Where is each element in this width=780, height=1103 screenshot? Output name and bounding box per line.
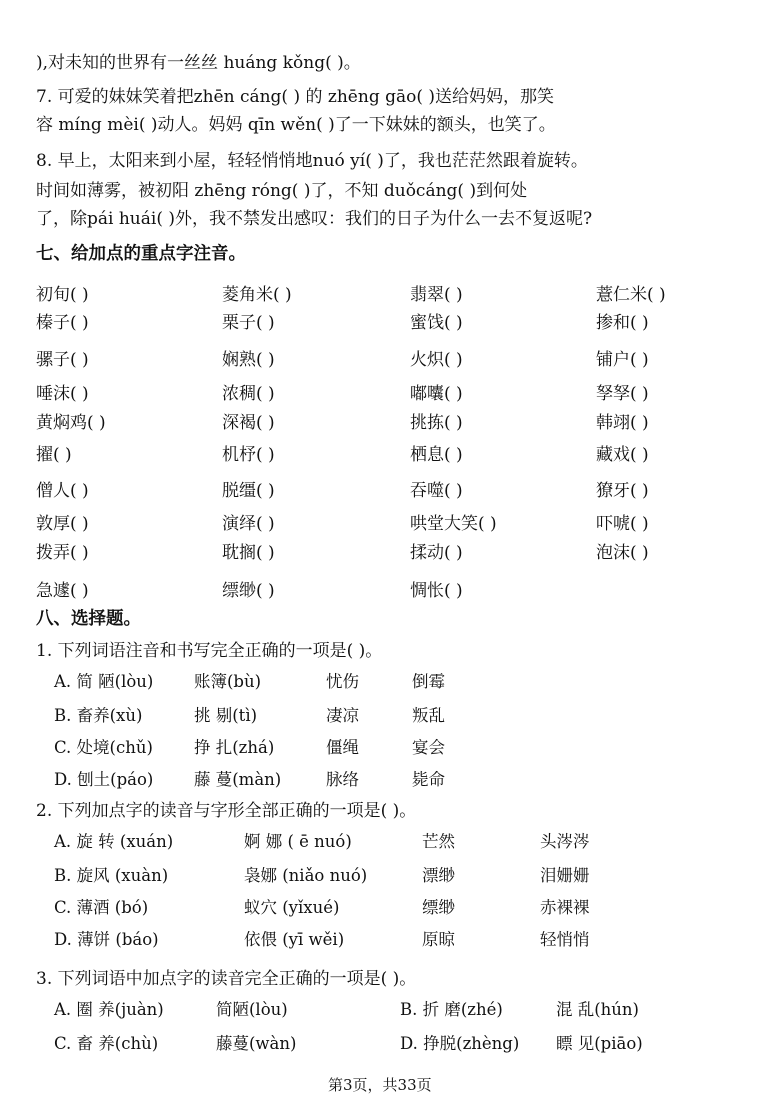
q2-option-r1-c2: 婀 娜 ( ē nuó) — [244, 832, 352, 851]
q1-option-r2-c4: 叛乱 — [412, 706, 445, 725]
pinyin-item-r5-c4: 韩翊( ) — [596, 413, 649, 433]
q3-option-r2-c3: D. 挣脱(zhèng) — [400, 1034, 520, 1053]
pinyin-item-r10-c3: 惆怅( ) — [410, 581, 463, 601]
q2-option-r2-c2: 袅娜 (niǎo nuó) — [244, 866, 368, 885]
pinyin-item-r1-c1: 初旬( ) — [36, 285, 89, 305]
q3-option-r1-c4: 混 乱(hún) — [556, 1000, 639, 1019]
q2-option-r3-c2: 蚁穴 (yǐxué) — [244, 898, 340, 917]
q1-option-r2-c1: B. 畜养(xù) — [54, 706, 143, 725]
pinyin-item-r5-c3: 挑拣( ) — [410, 413, 463, 433]
pinyin-item-r6-c1: 擢( ) — [36, 445, 72, 465]
q2-option-r2-c1: B. 旋风 (xuàn) — [54, 866, 169, 885]
q1-option-r2-c2: 挑 剔(tì) — [194, 706, 258, 725]
pinyin-item-r4-c1: 唾沫( ) — [36, 384, 89, 404]
pinyin-item-r10-c2: 缥缈( ) — [222, 581, 275, 601]
q2-option-r4-c3: 原晾 — [422, 930, 455, 949]
q3-option-r2-c2: 藤蔓(wàn) — [216, 1034, 297, 1053]
pinyin-item-r9-c4: 泡沫( ) — [596, 543, 649, 563]
pinyin-item-r2-c3: 蜜饯( ) — [410, 313, 463, 333]
q1-option-r4-c4: 毙命 — [412, 770, 445, 789]
top-line-4: 8. 早上，太阳来到小屋，轻轻悄悄地nuó yí( )了，我也茫茫然跟着旋转。 — [36, 151, 588, 171]
q3-option-r1-c1: A. 圈 养(juàn) — [54, 1000, 164, 1019]
pinyin-item-r7-c2: 脱缰( ) — [222, 481, 275, 501]
q1-option-r3-c2: 挣 扎(zhá) — [194, 738, 275, 757]
pinyin-item-r9-c1: 拨弄( ) — [36, 543, 89, 563]
q3-option-r2-c4: 瞟 见(piāo) — [556, 1034, 643, 1053]
q1-option-r4-c3: 脉络 — [326, 770, 359, 789]
pinyin-item-r8-c2: 演绎( ) — [222, 514, 275, 534]
q2-stem: 2. 下列加点字的读音与字形全部正确的一项是( )。 — [36, 801, 417, 821]
q1-option-r3-c3: 僵绳 — [326, 738, 359, 757]
pinyin-item-r1-c4: 薏仁米( ) — [596, 285, 666, 305]
q1-option-r1-c3: 忧伤 — [326, 672, 359, 691]
q2-option-r1-c4: 头涔涔 — [540, 832, 590, 851]
top-line-3: 容 míng mèi( )动人。妈妈 qīn wěn( )了一下妹妹的额头，也笑了。 — [36, 115, 556, 135]
top-line-1: ),对未知的世界有一丝丝 huáng kǒng( )。 — [36, 53, 361, 73]
pinyin-item-r9-c3: 揉动( ) — [410, 543, 463, 563]
q2-option-r2-c3: 漂缈 — [422, 866, 455, 885]
pinyin-item-r6-c2: 机杼( ) — [222, 445, 275, 465]
q2-option-r4-c1: D. 薄饼 (báo) — [54, 930, 159, 949]
pinyin-item-r3-c2: 娴熟( ) — [222, 350, 275, 370]
top-line-6: 了，除pái huái( )外，我不禁发出感叹：我们的日子为什么一去不复返呢? — [36, 209, 593, 229]
pinyin-item-r7-c4: 獠牙( ) — [596, 481, 649, 501]
q1-option-r1-c4: 倒霉 — [412, 672, 445, 691]
q2-option-r4-c2: 依偎 (yī wěi) — [244, 930, 345, 949]
q3-option-r1-c3: B. 折 磨(zhé) — [400, 1000, 503, 1019]
pinyin-item-r3-c3: 火炽( ) — [410, 350, 463, 370]
q1-option-r3-c1: C. 处境(chǔ) — [54, 738, 153, 757]
pinyin-item-r4-c2: 浓稠( ) — [222, 384, 275, 404]
pinyin-item-r6-c3: 栖息( ) — [410, 445, 463, 465]
pinyin-item-r7-c3: 吞噬( ) — [410, 481, 463, 501]
q2-option-r3-c4: 赤裸裸 — [540, 898, 590, 917]
page-footer: 第3页，共33页 — [328, 1076, 432, 1094]
pinyin-item-r6-c4: 藏戏( ) — [596, 445, 649, 465]
pinyin-item-r2-c2: 栗子( ) — [222, 313, 275, 333]
pinyin-item-r8-c1: 敦厚( ) — [36, 514, 89, 534]
pinyin-item-r8-c4: 吓唬( ) — [596, 514, 649, 534]
q2-option-r4-c4: 轻悄悄 — [540, 930, 590, 949]
q1-option-r4-c2: 藤 蔓(màn) — [194, 770, 282, 789]
q3-option-r1-c2: 简陋(lòu) — [216, 1000, 288, 1019]
pinyin-item-r1-c2: 菱角米( ) — [222, 285, 292, 305]
pinyin-item-r3-c1: 骡子( ) — [36, 350, 89, 370]
q1-option-r2-c3: 凄凉 — [326, 706, 359, 725]
q1-option-r1-c1: A. 简 陋(lòu) — [54, 672, 154, 691]
pinyin-item-r4-c4: 孥孥( ) — [596, 384, 649, 404]
pinyin-item-r9-c2: 耽搁( ) — [222, 543, 275, 563]
pinyin-item-r3-c4: 铺户( ) — [596, 350, 649, 370]
q2-option-r1-c1: A. 旋 转 (xuán) — [54, 832, 174, 851]
q3-option-r2-c1: C. 畜 养(chù) — [54, 1034, 159, 1053]
top-line-5: 时间如薄雾，被初阳 zhēng róng( )了，不知 duǒcáng( )到何处 — [36, 181, 528, 201]
q1-option-r4-c1: D. 刨土(páo) — [54, 770, 154, 789]
pinyin-item-r5-c2: 深褐( ) — [222, 413, 275, 433]
pinyin-item-r8-c3: 哄堂大笑( ) — [410, 514, 497, 534]
pinyin-item-r7-c1: 僧人( ) — [36, 481, 89, 501]
q3-stem: 3. 下列词语中加点字的读音完全正确的一项是( )。 — [36, 969, 417, 989]
q2-option-r3-c1: C. 薄酒 (bó) — [54, 898, 149, 917]
section-7-title: 七、给加点的重点字注音。 — [36, 244, 246, 264]
q1-option-r1-c2: 账簿(bù) — [194, 672, 262, 691]
q2-option-r1-c3: 芒然 — [422, 832, 455, 851]
q1-stem: 1. 下列词语注音和书写完全正确的一项是( )。 — [36, 641, 383, 661]
pinyin-item-r4-c3: 嘟囔( ) — [410, 384, 463, 404]
q1-option-r3-c4: 宴会 — [412, 738, 445, 757]
pinyin-item-r1-c3: 翡翠( ) — [410, 285, 463, 305]
pinyin-item-r10-c1: 急遽( ) — [36, 581, 89, 601]
pinyin-item-r5-c1: 黄焖鸡( ) — [36, 413, 106, 433]
pinyin-item-r2-c1: 榛子( ) — [36, 313, 89, 333]
top-line-2: 7. 可爱的妹妹笑着把zhēn cáng( ) 的 zhēng gāo( )送给妈妈，那笑 — [36, 87, 555, 107]
section-8-title: 八、选择题。 — [36, 609, 141, 629]
q2-option-r2-c4: 泪姗姗 — [540, 866, 590, 885]
q2-option-r3-c3: 缥缈 — [422, 898, 455, 917]
pinyin-item-r2-c4: 掺和( ) — [596, 313, 649, 333]
